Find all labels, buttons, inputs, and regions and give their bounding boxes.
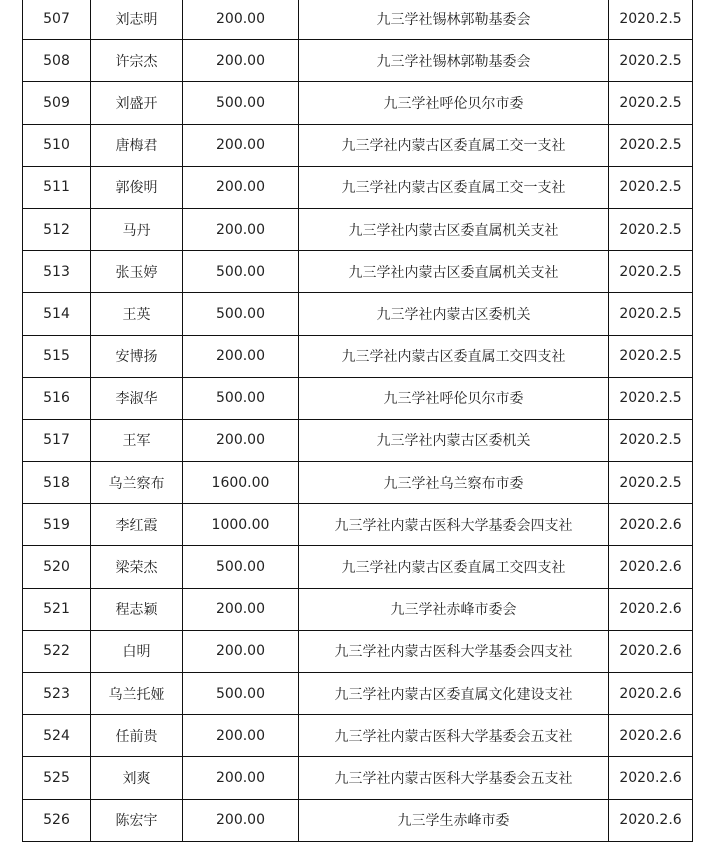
serial-number-cell: 524 <box>23 715 91 757</box>
organization-cell: 九三学社内蒙古区委机关 <box>299 293 609 335</box>
date-cell: 2020.2.6 <box>609 799 693 841</box>
date-cell: 2020.2.6 <box>609 673 693 715</box>
donor-name-cell: 刘志明 <box>91 0 183 40</box>
table-row <box>23 335 693 377</box>
amount-cell: 200.00 <box>183 166 299 208</box>
organization-cell: 九三学社内蒙古区委直属工交四支社 <box>299 546 609 588</box>
donation-table <box>22 0 693 842</box>
amount-cell: 200.00 <box>183 757 299 799</box>
donor-name-cell: 刘爽 <box>91 757 183 799</box>
table-row <box>23 251 693 293</box>
table-row <box>23 0 693 40</box>
table-row <box>23 124 693 166</box>
donor-name-cell: 乌兰察布 <box>91 462 183 504</box>
serial-number-cell: 514 <box>23 293 91 335</box>
organization-cell: 九三学社锡林郭勒基委会 <box>299 40 609 82</box>
amount-cell: 500.00 <box>183 82 299 124</box>
donor-name-cell: 李红霞 <box>91 504 183 546</box>
donor-name-cell: 郭俊明 <box>91 166 183 208</box>
serial-number-cell: 507 <box>23 0 91 40</box>
amount-cell: 500.00 <box>183 673 299 715</box>
serial-number-cell: 516 <box>23 377 91 419</box>
amount-cell: 500.00 <box>183 377 299 419</box>
organization-cell: 九三学社呼伦贝尔市委 <box>299 377 609 419</box>
date-cell: 2020.2.6 <box>609 630 693 672</box>
table-row <box>23 419 693 461</box>
amount-cell: 200.00 <box>183 588 299 630</box>
organization-cell: 九三学社内蒙古区委直属工交一支社 <box>299 124 609 166</box>
organization-cell: 九三学社呼伦贝尔市委 <box>299 82 609 124</box>
date-cell: 2020.2.5 <box>609 82 693 124</box>
serial-number-cell: 523 <box>23 673 91 715</box>
serial-number-cell: 520 <box>23 546 91 588</box>
serial-number-cell: 525 <box>23 757 91 799</box>
amount-cell: 1600.00 <box>183 462 299 504</box>
amount-cell: 200.00 <box>183 630 299 672</box>
serial-number-cell: 522 <box>23 630 91 672</box>
amount-cell: 200.00 <box>183 40 299 82</box>
serial-number-cell: 508 <box>23 40 91 82</box>
serial-number-cell: 511 <box>23 166 91 208</box>
serial-number-cell: 519 <box>23 504 91 546</box>
serial-number-cell: 517 <box>23 419 91 461</box>
date-cell: 2020.2.5 <box>609 208 693 250</box>
date-cell: 2020.2.6 <box>609 715 693 757</box>
date-cell: 2020.2.5 <box>609 377 693 419</box>
date-cell: 2020.2.5 <box>609 462 693 504</box>
amount-cell: 200.00 <box>183 799 299 841</box>
organization-cell: 九三学社乌兰察布市委 <box>299 462 609 504</box>
table-row <box>23 82 693 124</box>
organization-cell: 九三学社内蒙古医科大学基委会四支社 <box>299 630 609 672</box>
amount-cell: 200.00 <box>183 419 299 461</box>
table-row <box>23 166 693 208</box>
date-cell: 2020.2.5 <box>609 166 693 208</box>
table-row <box>23 799 693 841</box>
amount-cell: 200.00 <box>183 715 299 757</box>
table-row <box>23 377 693 419</box>
table-row <box>23 715 693 757</box>
date-cell: 2020.2.5 <box>609 0 693 40</box>
donor-name-cell: 李淑华 <box>91 377 183 419</box>
serial-number-cell: 512 <box>23 208 91 250</box>
amount-cell: 200.00 <box>183 335 299 377</box>
serial-number-cell: 513 <box>23 251 91 293</box>
organization-cell: 九三学社内蒙古区委直属工交一支社 <box>299 166 609 208</box>
date-cell: 2020.2.5 <box>609 419 693 461</box>
amount-cell: 200.00 <box>183 124 299 166</box>
donor-name-cell: 张玉婷 <box>91 251 183 293</box>
donor-name-cell: 王军 <box>91 419 183 461</box>
organization-cell: 九三学社内蒙古医科大学基委会五支社 <box>299 757 609 799</box>
donor-name-cell: 唐梅君 <box>91 124 183 166</box>
organization-cell: 九三学社赤峰市委会 <box>299 588 609 630</box>
date-cell: 2020.2.5 <box>609 251 693 293</box>
organization-cell: 九三学社内蒙古区委机关 <box>299 419 609 461</box>
table-row <box>23 504 693 546</box>
organization-cell: 九三学社内蒙古区委直属机关支社 <box>299 251 609 293</box>
organization-cell: 九三学社内蒙古医科大学基委会五支社 <box>299 715 609 757</box>
amount-cell: 200.00 <box>183 208 299 250</box>
amount-cell: 500.00 <box>183 546 299 588</box>
table-body <box>23 0 693 841</box>
organization-cell: 九三学社内蒙古区委直属机关支社 <box>299 208 609 250</box>
donor-name-cell: 许宗杰 <box>91 40 183 82</box>
table-row <box>23 293 693 335</box>
table-row <box>23 546 693 588</box>
table-row <box>23 588 693 630</box>
organization-cell: 九三学社锡林郭勒基委会 <box>299 0 609 40</box>
date-cell: 2020.2.6 <box>609 546 693 588</box>
table-row <box>23 673 693 715</box>
donation-list <box>22 0 692 842</box>
table-row <box>23 208 693 250</box>
serial-number-cell: 515 <box>23 335 91 377</box>
organization-cell: 九三学社内蒙古医科大学基委会四支社 <box>299 504 609 546</box>
organization-cell: 九三学社内蒙古区委直属工交四支社 <box>299 335 609 377</box>
date-cell: 2020.2.6 <box>609 757 693 799</box>
organization-cell: 九三学生赤峰市委 <box>299 799 609 841</box>
donor-name-cell: 王英 <box>91 293 183 335</box>
amount-cell: 200.00 <box>183 0 299 40</box>
date-cell: 2020.2.5 <box>609 40 693 82</box>
amount-cell: 1000.00 <box>183 504 299 546</box>
amount-cell: 500.00 <box>183 251 299 293</box>
donor-name-cell: 乌兰托娅 <box>91 673 183 715</box>
serial-number-cell: 510 <box>23 124 91 166</box>
date-cell: 2020.2.6 <box>609 588 693 630</box>
table-row <box>23 40 693 82</box>
table-row <box>23 630 693 672</box>
date-cell: 2020.2.6 <box>609 504 693 546</box>
donor-name-cell: 陈宏宇 <box>91 799 183 841</box>
donor-name-cell: 安博扬 <box>91 335 183 377</box>
serial-number-cell: 526 <box>23 799 91 841</box>
amount-cell: 500.00 <box>183 293 299 335</box>
date-cell: 2020.2.5 <box>609 293 693 335</box>
serial-number-cell: 509 <box>23 82 91 124</box>
donor-name-cell: 马丹 <box>91 208 183 250</box>
donor-name-cell: 白明 <box>91 630 183 672</box>
organization-cell: 九三学社内蒙古区委直属文化建设支社 <box>299 673 609 715</box>
table-row <box>23 757 693 799</box>
donor-name-cell: 任前贵 <box>91 715 183 757</box>
donor-name-cell: 刘盛开 <box>91 82 183 124</box>
donor-name-cell: 梁荣杰 <box>91 546 183 588</box>
serial-number-cell: 521 <box>23 588 91 630</box>
donor-name-cell: 程志颖 <box>91 588 183 630</box>
date-cell: 2020.2.5 <box>609 124 693 166</box>
serial-number-cell: 518 <box>23 462 91 504</box>
table-row <box>23 462 693 504</box>
date-cell: 2020.2.5 <box>609 335 693 377</box>
